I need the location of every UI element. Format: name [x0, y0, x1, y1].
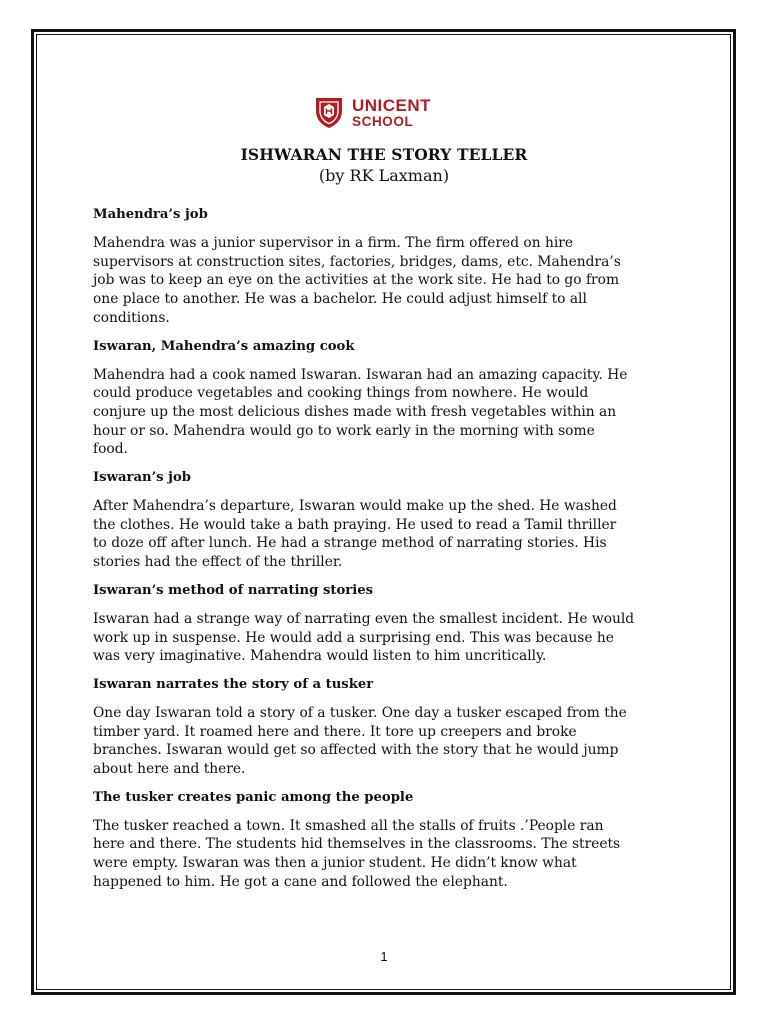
- document-body: [93, 206, 693, 892]
- section-mahendras-job: [93, 206, 693, 328]
- page-number: 1: [380, 949, 388, 964]
- paragraph-line: Mahendra had a cook named Iswaran. Iswaran had an amazing capacity. He: [93, 366, 628, 383]
- section-paragraph: [93, 610, 693, 666]
- school-shield-icon: [314, 96, 344, 130]
- section-narrating-method: [93, 582, 693, 666]
- section-paragraph: [93, 497, 693, 572]
- paragraph-line: One day Iswaran told a story of a tusker. One day a tusker escaped from the: [93, 704, 627, 721]
- section-paragraph: [93, 234, 693, 328]
- paragraph-line: conditions.: [93, 309, 170, 326]
- section-heading: Iswaran’s method of narrating stories: [93, 582, 374, 598]
- section-tusker-panic: [93, 789, 693, 892]
- paragraph-line: After Mahendra’s departure, Iswaran would make up the shed. He washed: [93, 498, 617, 515]
- section-iswaran-cook: [93, 338, 693, 460]
- paragraph-line: were empty. Iswaran was then a junior student. He didn’t know what: [93, 855, 577, 872]
- section-heading: Iswaran’s job: [93, 470, 191, 486]
- paragraph-line: here and there. The students hid themselves in the classrooms. The streets: [93, 836, 621, 853]
- paragraph-line: Mahendra was a junior supervisor in a firm. The firm offered on hire: [93, 235, 574, 251]
- section-heading: Iswaran, Mahendra’s amazing cook: [93, 338, 355, 354]
- paragraph-line: was very imaginative. Mahendra would listen to him uncritically.: [93, 648, 547, 665]
- paragraph-line: hour or so. Mahendra would go to work early in the morning with some: [93, 422, 595, 439]
- section-heading: The tusker creates panic among the people: [93, 789, 414, 805]
- paragraph-line: job was to keep an eye on the activities at the work site. He had to go from: [93, 272, 620, 289]
- section-iswarans-job: [93, 469, 693, 572]
- paragraph-line: to doze off after lunch. He had a strange method of narrating stories. His: [93, 535, 607, 552]
- paragraph-line: branches. Iswaran would get so affected with the story that he would jump: [93, 742, 619, 759]
- section-tusker-story: [93, 676, 693, 779]
- section-paragraph: [93, 366, 693, 460]
- paragraph-line: work up in suspense. He would add a surprising end. This was because he: [93, 629, 614, 646]
- document-subtitle: (by RK Laxman): [318, 166, 450, 185]
- paragraph-line: the clothes. He would take a bath praying. He used to read a Tamil thriller: [93, 516, 617, 533]
- paragraph-line: The tusker reached a town. It smashed all the stalls of fruits .’People ran: [93, 817, 604, 834]
- paragraph-line: stories had the effect of the thriller.: [93, 554, 343, 571]
- paragraph-line: conjure up the most delicious dishes made with fresh vegetables within an: [93, 403, 617, 420]
- paragraph-line: supervisors at construction sites, factories, bridges, dams, etc. Mahendra’s: [93, 253, 621, 270]
- document-title: ISHWARAN THE STORY TELLER: [240, 145, 528, 164]
- paragraph-line: happened to him. He got a cane and followed the elephant.: [93, 873, 508, 890]
- paragraph-line: food.: [93, 441, 128, 458]
- section-heading: Mahendra’s job: [93, 207, 208, 222]
- section-paragraph: [93, 704, 693, 779]
- section-paragraph: [93, 817, 693, 892]
- section-heading: Iswaran narrates the story of a tusker: [93, 676, 374, 692]
- logo-text-unicent: UNICENT: [352, 96, 432, 116]
- school-logo: [314, 95, 431, 131]
- paragraph-line: about here and there.: [93, 761, 246, 778]
- paragraph-line: Iswaran had a strange way of narrating even the smallest incident. He would: [93, 610, 635, 627]
- logo-text-school: SCHOOL: [352, 114, 414, 130]
- paragraph-line: one place to another. He was a bachelor. He could adjust himself to all: [93, 291, 587, 308]
- paragraph-line: could produce vegetables and cooking things from nowhere. He would: [93, 385, 589, 402]
- paragraph-line: timber yard. It roamed here and there. It tore up creepers and broke: [93, 723, 577, 740]
